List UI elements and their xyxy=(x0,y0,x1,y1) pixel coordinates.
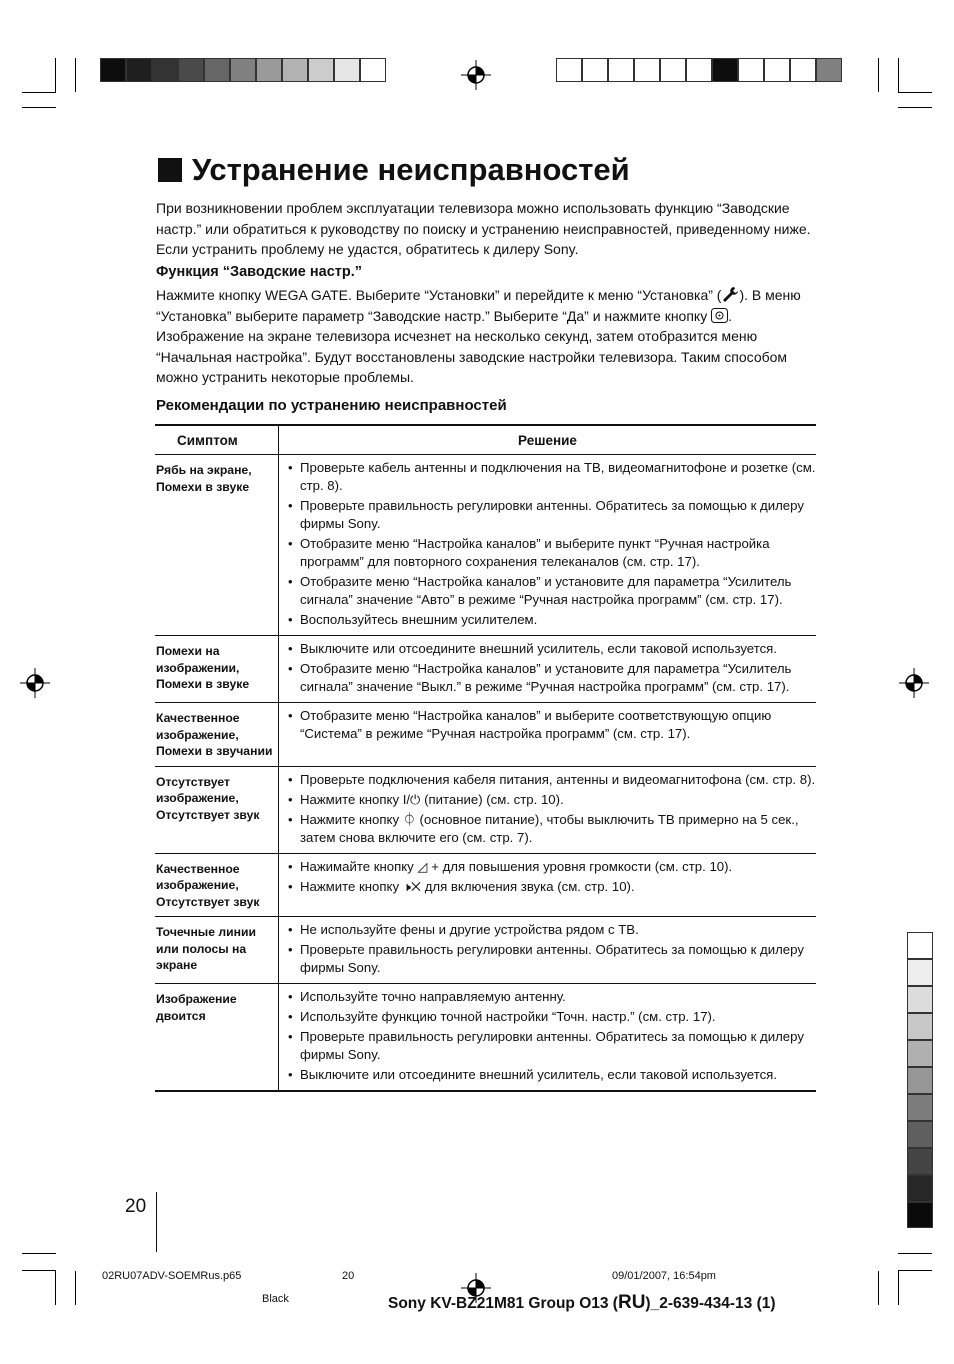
symptom-cell: Точечные линии или полосы на экране xyxy=(155,917,279,984)
page-number: 20 xyxy=(125,1196,147,1217)
table-row xyxy=(155,853,816,917)
solution-item: • Воспользуйтесь внешним усилителем. xyxy=(285,611,816,629)
solution-list xyxy=(285,771,816,847)
table-row xyxy=(155,984,816,1092)
solution-item: • Нажмите кнопку 🕨✕ для включения звука (см. стр. 10). xyxy=(285,878,816,896)
solution-item: • Не используйте фены и другие устройства рядом с ТВ. xyxy=(285,921,816,939)
solution-list xyxy=(285,921,816,977)
solution-item: • Отобразите меню “Настройка каналов” и выберите пункт “Ручная настройка программ” для повторного сохранения телеканалов (см. стр. 17). xyxy=(285,535,816,571)
registration-mark-icon xyxy=(899,668,929,698)
solution-cell xyxy=(279,703,817,767)
page-number-divider xyxy=(156,1192,157,1252)
symptom-column-header: Симптом xyxy=(155,425,279,455)
gray-swatch-bar-right xyxy=(556,58,842,82)
symptom-cell: Качественное изображение, Отсутствует звук xyxy=(155,853,279,917)
footer-model: Sony KV-BZ21M81 Group O13 (RU)_2-639-434-13 (1) xyxy=(388,1292,776,1313)
solution-list xyxy=(285,640,816,696)
solution-item: • Отобразите меню “Настройка каналов” и установите для параметра “Усилитель сигнала” значение “Авто” в режиме “Ручная настройка программ” (см. стр. 17). xyxy=(285,573,816,609)
table-header-row xyxy=(155,425,816,455)
page-title: Устранение неисправностей xyxy=(158,152,630,188)
title-square-icon xyxy=(158,158,182,182)
solution-item: • Проверьте правильность регулировки антенны. Обратитесь за помощью к дилеру фирмы Sony. xyxy=(285,1028,816,1064)
solution-item: • Проверьте правильность регулировки антенны. Обратитесь за помощью к дилеру фирмы Sony. xyxy=(285,941,816,977)
footer-datetime: 09/01/2007, 16:54pm xyxy=(612,1270,716,1282)
solution-column-header: Решение xyxy=(279,425,817,455)
table-row xyxy=(155,703,816,767)
wrench-icon xyxy=(721,286,739,302)
table-row xyxy=(155,636,816,703)
solution-list xyxy=(285,988,816,1084)
symptom-cell: Помехи на изображении, Помехи в звуке xyxy=(155,636,279,703)
symptom-cell: Рябь на экране, Помехи в звуке xyxy=(155,455,279,636)
solution-item: • Используйте точно направляемую антенну. xyxy=(285,988,816,1006)
troubleshooting-table xyxy=(155,424,816,1092)
solution-item: • Проверьте правильность регулировки антенны. Обратитесь за помощью к дилеру фирмы Sony. xyxy=(285,497,816,533)
table-row xyxy=(155,917,816,984)
solution-cell xyxy=(279,636,817,703)
footer-file-page: 20 xyxy=(342,1270,355,1282)
gray-swatch-bar-left xyxy=(100,58,386,82)
solution-item: • Отобразите меню “Настройка каналов” и выберите соответствующую опцию “Система” в режиме “Ручная настройка программ” (см. стр. 17). xyxy=(285,707,816,743)
solution-item: • Отобразите меню “Настройка каналов” и установите для параметра “Усилитель сигнала” значение “Выкл.” в режиме “Ручная настройка программ” (см. стр. 17). xyxy=(285,660,816,696)
solution-list xyxy=(285,707,816,743)
solution-cell xyxy=(279,455,817,636)
function-heading: Функция “Заводские настр.” xyxy=(156,264,363,280)
enter-button-icon xyxy=(711,308,728,323)
solution-list xyxy=(285,858,816,896)
solution-cell xyxy=(279,917,817,984)
solution-item: • Нажимайте кнопку ◿ + для повышения уровня громкости (см. стр. 10). xyxy=(285,858,816,876)
solution-item: • Нажмите кнопку I/⏻ (питание) (см. стр. 10). xyxy=(285,791,816,809)
symptom-cell: Изображение двоится xyxy=(155,984,279,1092)
table-row xyxy=(155,455,816,636)
solution-item: • Выключите или отсоедините внешний усилитель, если таковой используется. xyxy=(285,640,816,658)
symptom-cell: Качественное изображение, Помехи в звучании xyxy=(155,703,279,767)
solution-item: • Проверьте кабель антенны и подключения на ТВ, видеомагнитофоне и розетке (см. стр. 8). xyxy=(285,459,816,495)
registration-mark-icon xyxy=(20,668,50,698)
symptom-cell: Отсутствует изображение, Отсутствует звук xyxy=(155,766,279,853)
solution-cell xyxy=(279,984,817,1092)
table-row xyxy=(155,766,816,853)
solution-cell xyxy=(279,766,817,853)
function-text: Нажмите кнопку WEGA GATE. Выберите “Установки” и перейдите к меню “Установка” ( ). В меню “Установка” выберите параметр “Заводские настр.” Выберите “Да” и нажмите кнопку . Изображение на экране телевизора исчезнет на несколько секунд, затем отобразится меню “Начальная настройка”. Будут восстановлены заводские настройки телевизора. Таким способом можно устранить некоторые проблемы. xyxy=(156,287,801,385)
solution-list xyxy=(285,459,816,629)
solution-item: • Проверьте подключения кабеля питания, антенны и видеомагнитофона (см. стр. 8). xyxy=(285,771,816,789)
footer-filename: 02RU07ADV-SOEMRus.p65 xyxy=(102,1270,242,1282)
intro-text: При возникновении проблем эксплуатации телевизора можно использовать функцию “Заводские настр.” или обратиться к руководству по поиску и устранению неисправностей, приведенному ниже. Если устранить проблему не удастся, обратитесь к дилеру Sony. xyxy=(156,200,811,257)
registration-mark-icon xyxy=(461,60,491,90)
solution-cell xyxy=(279,853,817,917)
solution-item: • Используйте функцию точной настройки “Точн. настр.” (см. стр. 17). xyxy=(285,1008,816,1026)
footer-color: Black xyxy=(262,1293,289,1305)
solution-item: • Нажмите кнопку ⏀ (основное питание), чтобы выключить ТВ примерно на 5 сек., затем снова включите его (см. стр. 7). xyxy=(285,811,816,847)
recommend-heading: Рекомендации по устранению неисправностей xyxy=(156,397,507,414)
solution-item: • Выключите или отсоедините внешний усилитель, если таковой используется. xyxy=(285,1066,816,1084)
